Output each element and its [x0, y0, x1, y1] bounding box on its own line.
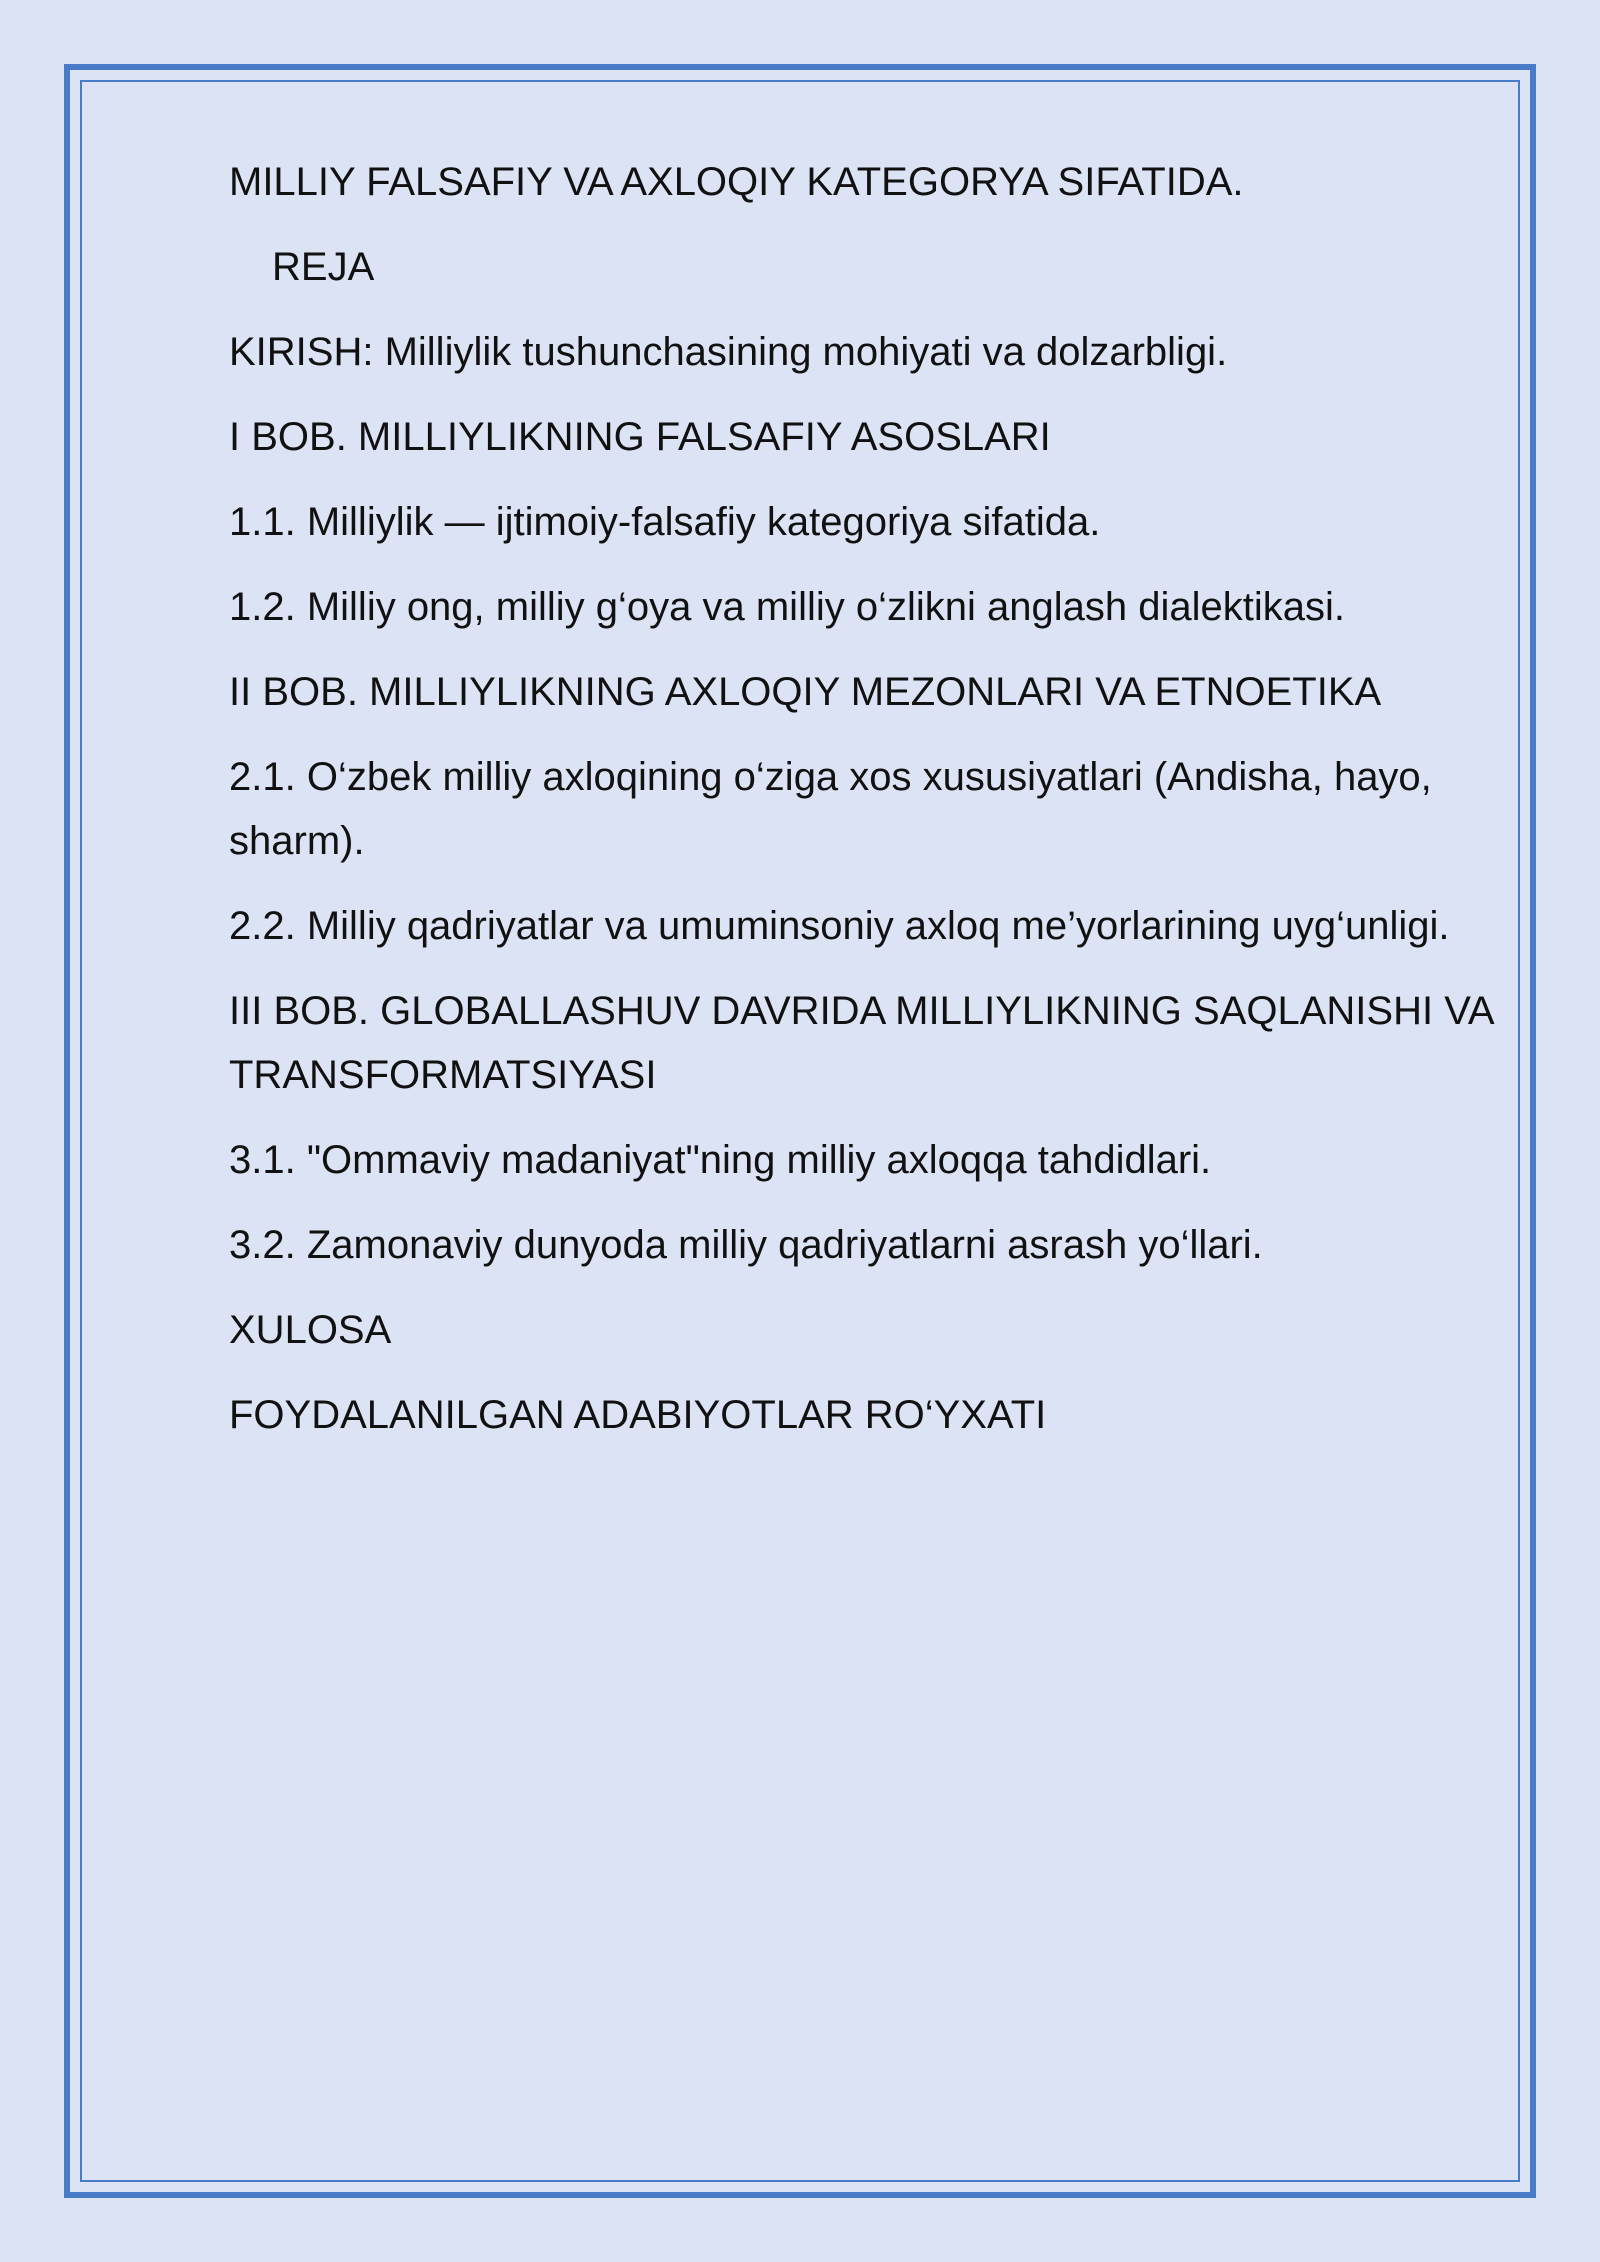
plan-item-2-2: 2.2. Milliy qadriyatlar va umuminsoniy axloq me’yorlarining uyg‘unligi.	[229, 904, 1450, 948]
plan-item-conclusion: XULOSA	[229, 1308, 392, 1352]
plan-item-1-1: 1.1. Milliylik — ijtimoiy-falsafiy kategoriya sifatida.	[229, 500, 1101, 544]
plan-item-chapter-3: III BOB. GLOBALLASHUV DAVRIDA MILLIYLIKNING SAQLANISHI VA TRANSFORMATSIYASI	[229, 989, 1493, 1097]
plan-item-chapter-1: I BOB. MILLIYLIKNING FALSAFIY ASOSLARI	[229, 415, 1051, 459]
plan-item-chapter-2: II BOB. MILLIYLIKNING AXLOQIY MEZONLARI VA ETNOETIKA	[229, 670, 1382, 714]
plan-heading: REJA	[272, 245, 375, 289]
plan-item-2-1: 2.1. O‘zbek milliy axloqining o‘ziga xos xususiyatlari (Andisha, hayo, sharm).	[229, 755, 1432, 863]
document-title: MILLIY FALSAFIY VA AXLOQIY KATEGORYA SIFATIDA.	[229, 160, 1244, 204]
plan-item-1-2: 1.2. Milliy ong, milliy g‘oya va milliy o‘zlikni anglash dialektikasi.	[229, 585, 1345, 629]
plan-item-3-2: 3.2. Zamonaviy dunyoda milliy qadriyatlarni asrash yo‘llari.	[229, 1223, 1263, 1267]
document-body	[229, 150, 1499, 1468]
plan-item-introduction: KIRISH: Milliylik tushunchasining mohiyati va dolzarbligi.	[229, 330, 1228, 374]
plan-item-references: FOYDALANILGAN ADABIYOTLAR RO‘YXATI	[229, 1393, 1047, 1437]
plan-item-3-1: 3.1. "Ommaviy madaniyat"ning milliy axloqqa tahdidlari.	[229, 1138, 1212, 1182]
